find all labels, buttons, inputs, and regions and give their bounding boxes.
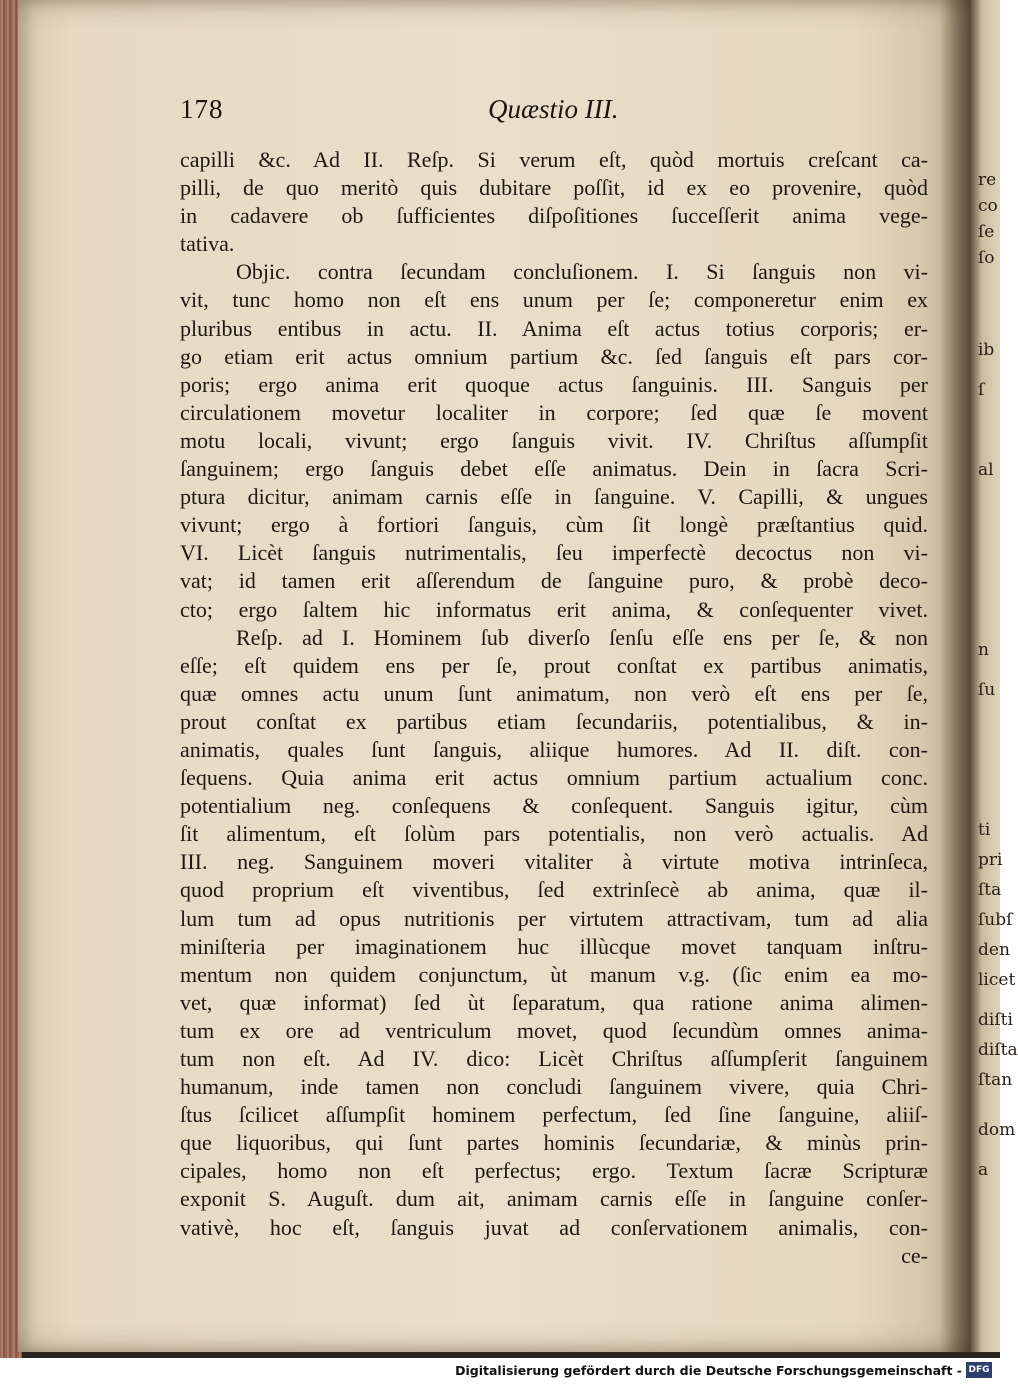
text-line: que liquoribus, qui ſunt partes hominis ſecundariæ, & minùs prin- bbox=[180, 1130, 928, 1156]
text-line: vivunt; ergo à fortiori ſanguis, cùm ſit longè præſtantius quid. bbox=[180, 512, 928, 538]
text-line: ſanguinem; ergo ſanguis debet eſſe animatus. Dein in ſacra Scri- bbox=[180, 456, 928, 482]
facing-page-fragment: ſubſ bbox=[978, 910, 1013, 930]
facing-page-fragment: ti bbox=[978, 820, 991, 840]
facing-page-edge bbox=[970, 0, 1018, 1352]
text-line: humanum, inde tamen non concludi ſanguinem vivere, quia Chri- bbox=[180, 1074, 928, 1100]
facing-page-fragment: ib bbox=[978, 340, 995, 360]
body-text bbox=[180, 146, 928, 1270]
text-line: pluribus entibus in actu. II. Anima eſt actus totius corporis; er- bbox=[180, 315, 928, 341]
text-line: pilli, de quo meritò quis dubitare poſſit, id ex eo provenire, quòd bbox=[180, 175, 928, 201]
text-line: Reſp. ad I. Hominem ſub diverſo ſenſu eſſe ens per ſe, & non bbox=[236, 624, 928, 650]
facing-page-fragment: al bbox=[978, 460, 994, 480]
text-line: lum tum ad opus nutritionis per virtutem attractivam, tum ad alia bbox=[180, 905, 928, 931]
text-line: cipales, homo non eſt perfectus; ergo. Textum ſacræ Scripturæ bbox=[180, 1158, 928, 1184]
page-number: 178 bbox=[180, 94, 224, 124]
facing-page-fragment: a bbox=[978, 1160, 989, 1180]
text-line: ptura dicitur, animam carnis eſſe in ſanguine. V. Capilli, & ungues bbox=[180, 484, 928, 510]
text-line: vativè, hoc eſt, ſanguis juvat ad conſervationem animalis, con- bbox=[180, 1214, 928, 1240]
catchword: ce- bbox=[901, 1242, 928, 1268]
text-line: eſſe; eſt quidem ens per ſe, prout conſtat ex partibus animatis, bbox=[180, 652, 928, 678]
text-line: miniſteria per imaginationem huc illùcque movet tanquam inſtru- bbox=[180, 933, 928, 959]
text-line: vet, quæ informat) ſed ùt ſeparatum, qua ratione anima alimen- bbox=[180, 989, 928, 1015]
text-line: tum ex ore ad ventriculum movet, quod ſecundùm omnes anima- bbox=[180, 1017, 928, 1043]
text-line: ſequens. Quia anima erit actus omnium partium actualium conc. bbox=[180, 765, 928, 791]
facing-page-fragment: ſo bbox=[978, 248, 995, 268]
text-line: quæ omnes actu unum ſunt animatum, non verò eſt ens per ſe, bbox=[180, 680, 928, 706]
facing-page-fragment: licet bbox=[978, 970, 1016, 990]
facing-page-fragment: ſe bbox=[978, 222, 995, 242]
text-line: animatis, quales ſunt ſanguis, aliique humores. Ad II. diſt. con- bbox=[180, 736, 928, 762]
text-line: go etiam erit actus omnium partium &c. ſed ſanguis eſt pars cor- bbox=[180, 343, 928, 369]
text-line: poris; ergo anima erit quoque actus ſanguinis. III. Sanguis per bbox=[180, 371, 928, 397]
facing-page-fragment: ſta bbox=[978, 880, 1002, 900]
text-line: capilli &c. Ad II. Reſp. Si verum eſt, quòd mortuis creſcant ca- bbox=[180, 147, 928, 172]
text-line: Objic. contra ſecundam concluſionem. I. Si ſanguis non vi- bbox=[236, 259, 928, 285]
text-line: ſtus ſcilicet aſſumpſit hominem perfectum, ſed ſine ſanguine, aliiſ- bbox=[180, 1102, 928, 1128]
text-line: ſit alimentum, eſt ſolùm pars potentialis, non verò actualis. Ad bbox=[180, 821, 928, 847]
text-line: vit, tunc homo non eſt ens unum per ſe; componeretur enim ex bbox=[180, 287, 928, 313]
text-line: tum non eſt. Ad IV. dico: Licèt Chriſtus aſſumpſerit ſanguinem bbox=[180, 1046, 928, 1071]
text-line: mentum non quidem conjunctum, ùt manum v.g. (ſic enim ea mo- bbox=[180, 961, 928, 987]
facing-page-fragment: pri bbox=[978, 850, 1003, 870]
text-line: VI. Licèt ſanguis nutrimentalis, ſeu imperfectè decoctus non vi- bbox=[180, 540, 928, 566]
text-line: tativa. bbox=[180, 231, 235, 257]
text-line: circulationem movetur localiter in corpore; ſed quæ ſe movent bbox=[180, 399, 928, 425]
text-line: prout conſtat ex partibus etiam ſecundariis, potentialibus, & in- bbox=[180, 708, 928, 734]
facing-page-fragment: ſ bbox=[978, 380, 985, 400]
facing-page-fragment: ſtan bbox=[978, 1070, 1013, 1090]
text-line: motu locali, vivunt; ergo ſanguis vivit. IV. Chriſtus aſſumpſit bbox=[180, 427, 928, 453]
text-line: quod proprium eſt viventibus, ſed extrinſecè ab anima, quæ il- bbox=[180, 877, 928, 903]
digitization-credit: Digitalisierung gefördert durch die Deutsche Forschungsgemeinschaft - bbox=[455, 1363, 962, 1378]
footer-bar bbox=[0, 1358, 1000, 1384]
facing-page-fragment: den bbox=[978, 940, 1010, 960]
dfg-logo: DFG bbox=[966, 1362, 992, 1378]
running-head bbox=[180, 94, 940, 134]
section-title: Quæstio III. bbox=[488, 94, 619, 124]
text-line: in cadavere ob ſufficientes diſpoſitiones ſucceſſerit anima vege- bbox=[180, 203, 928, 229]
text-line: III. neg. Sanguinem moveri vitaliter à virtute motiva intrinſeca, bbox=[180, 849, 928, 875]
facing-page-fragment: re bbox=[978, 170, 997, 190]
facing-page-fragment: ſu bbox=[978, 680, 996, 700]
text-line: potentialium neg. conſequens & conſequent. Sanguis igitur, cùm bbox=[180, 793, 928, 819]
facing-page-fragment: diſta bbox=[978, 1040, 1018, 1060]
facing-page-fragment: dom bbox=[978, 1120, 1016, 1140]
facing-page-fragment: co bbox=[978, 196, 998, 216]
text-line: cto; ergo ſaltem hic informatus erit anima, & conſequenter vivet. bbox=[180, 596, 928, 622]
text-line: vat; id tamen erit aſſerendum de ſanguine puro, & probè deco- bbox=[180, 568, 928, 594]
text-line: exponit S. Auguſt. dum ait, animam carnis eſſe in ſanguine conſer- bbox=[180, 1186, 928, 1212]
gutter-shadow bbox=[940, 0, 970, 1352]
facing-page-fragment: n bbox=[978, 640, 989, 660]
facing-page-fragment: diſti bbox=[978, 1010, 1013, 1030]
